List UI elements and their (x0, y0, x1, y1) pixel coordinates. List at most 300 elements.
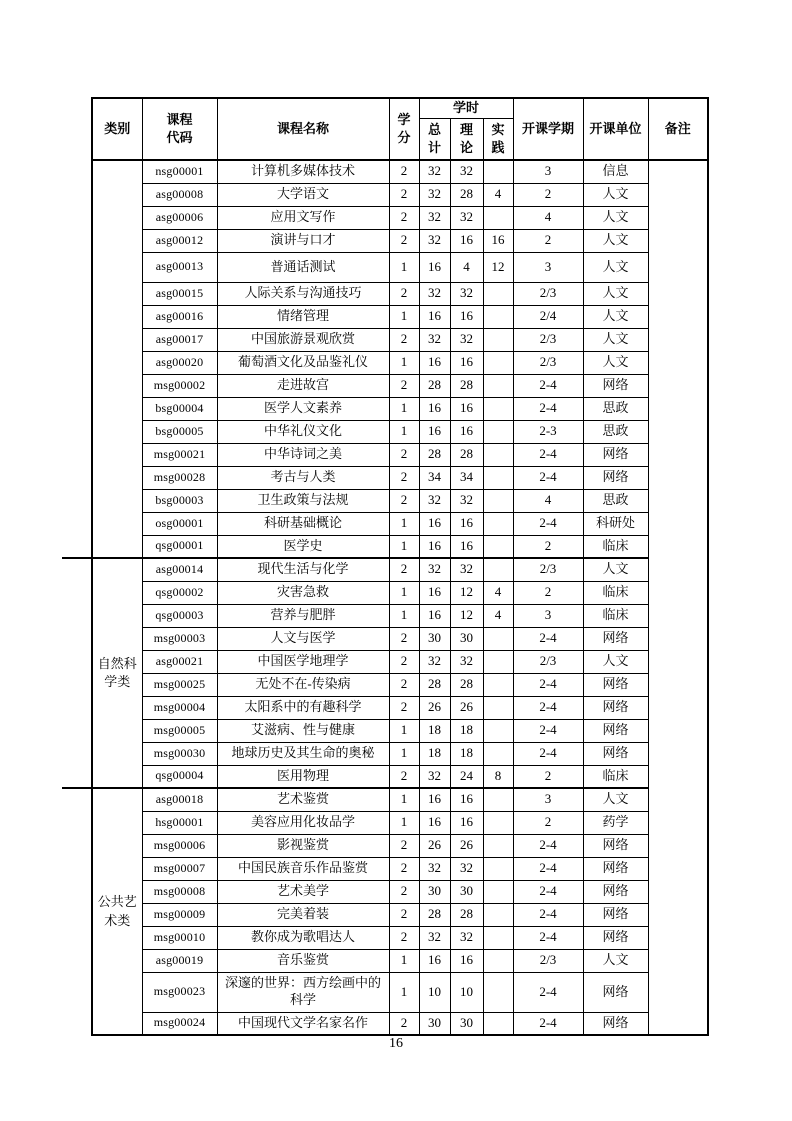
semester-cell: 2/3 (513, 558, 583, 581)
total-hours-cell: 26 (419, 696, 450, 719)
credits-cell: 1 (389, 420, 419, 443)
unit-cell: 临床 (583, 535, 648, 558)
course-code-cell: nsg00001 (142, 160, 217, 183)
category-cell (92, 160, 142, 558)
theory-hours-cell: 32 (450, 558, 483, 581)
course-code-cell: asg00017 (142, 328, 217, 351)
practice-hours-cell (483, 305, 513, 328)
course-code-cell: asg00012 (142, 229, 217, 252)
theory-hours-cell: 30 (450, 627, 483, 650)
practice-hours-cell (483, 926, 513, 949)
course-code-cell: hsg00001 (142, 811, 217, 834)
total-hours-cell: 30 (419, 880, 450, 903)
credits-cell: 2 (389, 673, 419, 696)
theory-hours-cell: 32 (450, 206, 483, 229)
unit-cell: 临床 (583, 604, 648, 627)
practice-hours-cell: 8 (483, 765, 513, 788)
total-hours-cell: 28 (419, 673, 450, 696)
semester-cell: 2-4 (513, 834, 583, 857)
unit-cell: 人文 (583, 351, 648, 374)
total-hours-cell: 18 (419, 719, 450, 742)
course-row (92, 282, 708, 305)
credits-cell: 2 (389, 282, 419, 305)
practice-hours-cell (483, 206, 513, 229)
col-header-total-label: 总计 (427, 122, 441, 155)
col-header-hours: 学时 (419, 98, 513, 118)
theory-hours-cell: 24 (450, 765, 483, 788)
unit-cell: 药学 (583, 811, 648, 834)
total-hours-cell: 30 (419, 1012, 450, 1035)
semester-cell: 2-3 (513, 420, 583, 443)
credits-cell: 2 (389, 489, 419, 512)
total-hours-cell: 18 (419, 742, 450, 765)
credits-cell: 1 (389, 535, 419, 558)
page-number: 16 (389, 1036, 403, 1051)
col-header-practice-label: 实践 (491, 122, 505, 155)
course-code-cell: msg00023 (142, 972, 217, 1012)
course-row (92, 443, 708, 466)
credits-cell: 1 (389, 581, 419, 604)
course-code-cell: asg00008 (142, 183, 217, 206)
course-name-cell: 葡萄酒文化及品鉴礼仪 (217, 351, 389, 374)
course-code-cell: msg00021 (142, 443, 217, 466)
unit-cell: 信息 (583, 160, 648, 183)
theory-hours-cell: 16 (450, 420, 483, 443)
theory-hours-cell: 12 (450, 604, 483, 627)
theory-hours-cell: 16 (450, 512, 483, 535)
col-header-semester: 开课学期 (513, 98, 583, 160)
practice-hours-cell (483, 420, 513, 443)
course-name-cell: 中华礼仪文化 (217, 420, 389, 443)
course-name-cell: 影视鉴赏 (217, 834, 389, 857)
course-row (92, 696, 708, 719)
practice-hours-cell (483, 627, 513, 650)
credits-cell: 1 (389, 252, 419, 282)
total-hours-cell: 16 (419, 949, 450, 972)
course-code-cell: asg00013 (142, 252, 217, 282)
total-hours-cell: 16 (419, 535, 450, 558)
course-code-cell: bsg00005 (142, 420, 217, 443)
theory-hours-cell: 32 (450, 489, 483, 512)
practice-hours-cell (483, 397, 513, 420)
course-row (92, 558, 708, 581)
practice-hours-cell (483, 160, 513, 183)
semester-cell: 2 (513, 229, 583, 252)
unit-cell: 人文 (583, 183, 648, 206)
course-table-header (92, 98, 708, 160)
practice-hours-cell: 4 (483, 581, 513, 604)
course-row (92, 206, 708, 229)
credits-cell: 1 (389, 811, 419, 834)
unit-cell: 人文 (583, 949, 648, 972)
course-row (92, 397, 708, 420)
course-name-cell: 医学人文素养 (217, 397, 389, 420)
total-hours-cell: 16 (419, 420, 450, 443)
col-header-credits-label: 学分 (397, 112, 411, 145)
practice-hours-cell: 16 (483, 229, 513, 252)
course-code-cell: asg00015 (142, 282, 217, 305)
total-hours-cell: 28 (419, 374, 450, 397)
course-row (92, 788, 708, 811)
theory-hours-cell: 28 (450, 374, 483, 397)
unit-cell: 临床 (583, 581, 648, 604)
semester-cell: 2 (513, 183, 583, 206)
unit-cell: 网络 (583, 742, 648, 765)
semester-cell: 2-4 (513, 374, 583, 397)
category-cell (92, 558, 142, 788)
col-header-name: 课程名称 (217, 98, 389, 160)
notes-cell (648, 160, 708, 1035)
course-name-cell: 美容应用化妆品学 (217, 811, 389, 834)
credits-cell: 2 (389, 328, 419, 351)
course-code-cell: qsg00004 (142, 765, 217, 788)
theory-hours-cell: 30 (450, 1012, 483, 1035)
course-name-cell: 地球历史及其生命的奥秘 (217, 742, 389, 765)
course-name-cell: 中华诗词之美 (217, 443, 389, 466)
course-row (92, 581, 708, 604)
course-name-cell: 计算机多媒体技术 (217, 160, 389, 183)
unit-cell: 网络 (583, 443, 648, 466)
course-name-cell: 医用物理 (217, 765, 389, 788)
total-hours-cell: 32 (419, 558, 450, 581)
credits-cell: 1 (389, 512, 419, 535)
category-cell (92, 788, 142, 1035)
section-divider-tick (62, 557, 92, 559)
course-code-cell: msg00005 (142, 719, 217, 742)
theory-hours-cell: 34 (450, 466, 483, 489)
course-name-cell: 演讲与口才 (217, 229, 389, 252)
course-row (92, 328, 708, 351)
total-hours-cell: 32 (419, 328, 450, 351)
course-code-cell: msg00003 (142, 627, 217, 650)
header-row-top (92, 98, 708, 118)
course-code-cell: asg00021 (142, 650, 217, 673)
theory-hours-cell: 28 (450, 183, 483, 206)
total-hours-cell: 32 (419, 183, 450, 206)
semester-cell: 2-4 (513, 926, 583, 949)
course-row (92, 252, 708, 282)
unit-cell: 网络 (583, 880, 648, 903)
semester-cell: 2-4 (513, 972, 583, 1012)
practice-hours-cell (483, 834, 513, 857)
course-code-cell: msg00010 (142, 926, 217, 949)
credits-cell: 2 (389, 1012, 419, 1035)
course-code-cell: msg00007 (142, 857, 217, 880)
practice-hours-cell (483, 696, 513, 719)
credits-cell: 2 (389, 903, 419, 926)
total-hours-cell: 16 (419, 581, 450, 604)
course-code-cell: msg00028 (142, 466, 217, 489)
course-code-cell: qsg00001 (142, 535, 217, 558)
practice-hours-cell (483, 443, 513, 466)
unit-cell: 网络 (583, 1012, 648, 1035)
unit-cell: 网络 (583, 903, 648, 926)
course-code-cell: msg00004 (142, 696, 217, 719)
course-name-cell: 教你成为歌唱达人 (217, 926, 389, 949)
col-header-theory-label: 理论 (459, 122, 473, 155)
credits-cell: 2 (389, 558, 419, 581)
course-name-cell: 深邃的世界：西方绘画中的科学 (217, 972, 389, 1012)
practice-hours-cell (483, 673, 513, 696)
unit-cell: 人文 (583, 788, 648, 811)
total-hours-cell: 26 (419, 834, 450, 857)
unit-cell: 思政 (583, 489, 648, 512)
course-row (92, 512, 708, 535)
course-row (92, 719, 708, 742)
practice-hours-cell: 12 (483, 252, 513, 282)
semester-cell: 2 (513, 535, 583, 558)
total-hours-cell: 32 (419, 282, 450, 305)
course-name-cell: 灾害急救 (217, 581, 389, 604)
total-hours-cell: 16 (419, 397, 450, 420)
theory-hours-cell: 32 (450, 328, 483, 351)
practice-hours-cell (483, 1012, 513, 1035)
course-row (92, 857, 708, 880)
theory-hours-cell: 16 (450, 305, 483, 328)
credits-cell: 2 (389, 696, 419, 719)
practice-hours-cell (483, 949, 513, 972)
course-code-cell: asg00014 (142, 558, 217, 581)
total-hours-cell: 32 (419, 926, 450, 949)
credits-cell: 1 (389, 788, 419, 811)
practice-hours-cell (483, 535, 513, 558)
semester-cell: 2/3 (513, 351, 583, 374)
theory-hours-cell: 32 (450, 160, 483, 183)
practice-hours-cell (483, 857, 513, 880)
semester-cell: 2/3 (513, 949, 583, 972)
total-hours-cell: 10 (419, 972, 450, 1012)
course-code-cell: msg00008 (142, 880, 217, 903)
unit-cell: 网络 (583, 466, 648, 489)
credits-cell: 2 (389, 880, 419, 903)
total-hours-cell: 16 (419, 351, 450, 374)
total-hours-cell: 32 (419, 765, 450, 788)
course-code-cell: bsg00003 (142, 489, 217, 512)
semester-cell: 2 (513, 765, 583, 788)
credits-cell: 2 (389, 206, 419, 229)
credits-cell: 1 (389, 351, 419, 374)
course-name-cell: 人文与医学 (217, 627, 389, 650)
credits-cell: 1 (389, 397, 419, 420)
practice-hours-cell (483, 558, 513, 581)
course-table-body (92, 160, 708, 1035)
semester-cell: 2-4 (513, 627, 583, 650)
unit-cell: 思政 (583, 397, 648, 420)
course-name-cell: 中国民族音乐作品鉴赏 (217, 857, 389, 880)
semester-cell: 2-4 (513, 857, 583, 880)
semester-cell: 2/3 (513, 282, 583, 305)
semester-cell: 2/3 (513, 650, 583, 673)
practice-hours-cell (483, 351, 513, 374)
semester-cell: 2-4 (513, 397, 583, 420)
course-code-cell: asg00020 (142, 351, 217, 374)
course-name-cell: 应用文写作 (217, 206, 389, 229)
total-hours-cell: 16 (419, 788, 450, 811)
credits-cell: 1 (389, 305, 419, 328)
semester-cell: 2-4 (513, 443, 583, 466)
course-code-cell: msg00006 (142, 834, 217, 857)
course-row (92, 972, 708, 1012)
course-name-cell: 无处不在-传染病 (217, 673, 389, 696)
unit-cell: 思政 (583, 420, 648, 443)
course-code-cell: asg00018 (142, 788, 217, 811)
unit-cell: 网络 (583, 374, 648, 397)
practice-hours-cell: 4 (483, 604, 513, 627)
course-code-cell: asg00019 (142, 949, 217, 972)
credits-cell: 1 (389, 719, 419, 742)
section-divider-tick (62, 787, 92, 789)
practice-hours-cell (483, 466, 513, 489)
theory-hours-cell: 32 (450, 282, 483, 305)
practice-hours-cell (483, 374, 513, 397)
total-hours-cell: 30 (419, 627, 450, 650)
course-row (92, 926, 708, 949)
course-name-cell: 情绪管理 (217, 305, 389, 328)
course-name-cell: 人际关系与沟通技巧 (217, 282, 389, 305)
semester-cell: 2/4 (513, 305, 583, 328)
col-header-credits (389, 98, 419, 160)
semester-cell: 2-4 (513, 696, 583, 719)
theory-hours-cell: 28 (450, 673, 483, 696)
semester-cell: 2 (513, 581, 583, 604)
credits-cell: 1 (389, 604, 419, 627)
course-row (92, 183, 708, 206)
semester-cell: 3 (513, 788, 583, 811)
course-row (92, 160, 708, 183)
course-name-cell: 中国医学地理学 (217, 650, 389, 673)
theory-hours-cell: 32 (450, 857, 483, 880)
col-header-notes: 备注 (648, 98, 708, 160)
course-row (92, 742, 708, 765)
semester-cell: 2-4 (513, 1012, 583, 1035)
semester-cell: 3 (513, 252, 583, 282)
unit-cell: 网络 (583, 696, 648, 719)
course-row (92, 673, 708, 696)
credits-cell: 1 (389, 972, 419, 1012)
semester-cell: 2-4 (513, 673, 583, 696)
course-name-cell: 太阳系中的有趣科学 (217, 696, 389, 719)
course-row (92, 305, 708, 328)
course-name-cell: 营养与肥胖 (217, 604, 389, 627)
course-row (92, 811, 708, 834)
semester-cell: 4 (513, 489, 583, 512)
theory-hours-cell: 16 (450, 811, 483, 834)
theory-hours-cell: 10 (450, 972, 483, 1012)
unit-cell: 人文 (583, 206, 648, 229)
course-name-cell: 现代生活与化学 (217, 558, 389, 581)
col-header-theory-hours (450, 118, 483, 160)
course-name-cell: 大学语文 (217, 183, 389, 206)
unit-cell: 网络 (583, 834, 648, 857)
total-hours-cell: 32 (419, 489, 450, 512)
unit-cell: 人文 (583, 282, 648, 305)
total-hours-cell: 32 (419, 160, 450, 183)
course-name-cell: 考古与人类 (217, 466, 389, 489)
course-name-cell: 完美着装 (217, 903, 389, 926)
course-code-cell: qsg00002 (142, 581, 217, 604)
practice-hours-cell (483, 880, 513, 903)
semester-cell: 2/3 (513, 328, 583, 351)
total-hours-cell: 32 (419, 650, 450, 673)
credits-cell: 2 (389, 374, 419, 397)
col-header-code-label: 课程代码 (166, 112, 193, 145)
theory-hours-cell: 16 (450, 229, 483, 252)
course-name-cell: 走进故宫 (217, 374, 389, 397)
col-header-code (142, 98, 217, 160)
category-label: 自然科学类 (97, 655, 137, 689)
total-hours-cell: 28 (419, 903, 450, 926)
semester-cell: 2-4 (513, 742, 583, 765)
course-code-cell: msg00002 (142, 374, 217, 397)
course-name-cell: 艾滋病、性与健康 (217, 719, 389, 742)
course-name-cell: 普通话测试 (217, 252, 389, 282)
course-row (92, 1012, 708, 1035)
credits-cell: 2 (389, 650, 419, 673)
semester-cell: 2 (513, 811, 583, 834)
unit-cell: 科研处 (583, 512, 648, 535)
credits-cell: 2 (389, 834, 419, 857)
semester-cell: 2-4 (513, 719, 583, 742)
theory-hours-cell: 28 (450, 443, 483, 466)
course-code-cell: asg00016 (142, 305, 217, 328)
course-row (92, 229, 708, 252)
course-row (92, 351, 708, 374)
practice-hours-cell (483, 489, 513, 512)
course-row (92, 535, 708, 558)
theory-hours-cell: 28 (450, 903, 483, 926)
credits-cell: 2 (389, 466, 419, 489)
category-label: 公共艺术类 (97, 894, 137, 928)
credits-cell: 2 (389, 229, 419, 252)
course-row (92, 903, 708, 926)
course-row (92, 604, 708, 627)
credits-cell: 2 (389, 765, 419, 788)
theory-hours-cell: 18 (450, 742, 483, 765)
unit-cell: 人文 (583, 305, 648, 328)
total-hours-cell: 16 (419, 604, 450, 627)
course-row (92, 765, 708, 788)
practice-hours-cell (483, 282, 513, 305)
semester-cell: 2-4 (513, 512, 583, 535)
unit-cell: 临床 (583, 765, 648, 788)
course-code-cell: msg00030 (142, 742, 217, 765)
credits-cell: 2 (389, 443, 419, 466)
course-row (92, 489, 708, 512)
course-row (92, 880, 708, 903)
unit-cell: 网络 (583, 627, 648, 650)
practice-hours-cell (483, 650, 513, 673)
theory-hours-cell: 18 (450, 719, 483, 742)
total-hours-cell: 32 (419, 229, 450, 252)
total-hours-cell: 32 (419, 206, 450, 229)
course-row (92, 834, 708, 857)
credits-cell: 2 (389, 183, 419, 206)
semester-cell: 3 (513, 604, 583, 627)
unit-cell: 网络 (583, 972, 648, 1012)
col-header-category: 类别 (92, 98, 142, 160)
course-code-cell: osg00001 (142, 512, 217, 535)
course-name-cell: 中国旅游景观欣赏 (217, 328, 389, 351)
theory-hours-cell: 16 (450, 949, 483, 972)
course-code-cell: qsg00003 (142, 604, 217, 627)
theory-hours-cell: 16 (450, 535, 483, 558)
credits-cell: 2 (389, 627, 419, 650)
practice-hours-cell (483, 903, 513, 926)
practice-hours-cell (483, 719, 513, 742)
course-name-cell: 科研基础概论 (217, 512, 389, 535)
course-name-cell: 音乐鉴赏 (217, 949, 389, 972)
semester-cell: 2-4 (513, 880, 583, 903)
